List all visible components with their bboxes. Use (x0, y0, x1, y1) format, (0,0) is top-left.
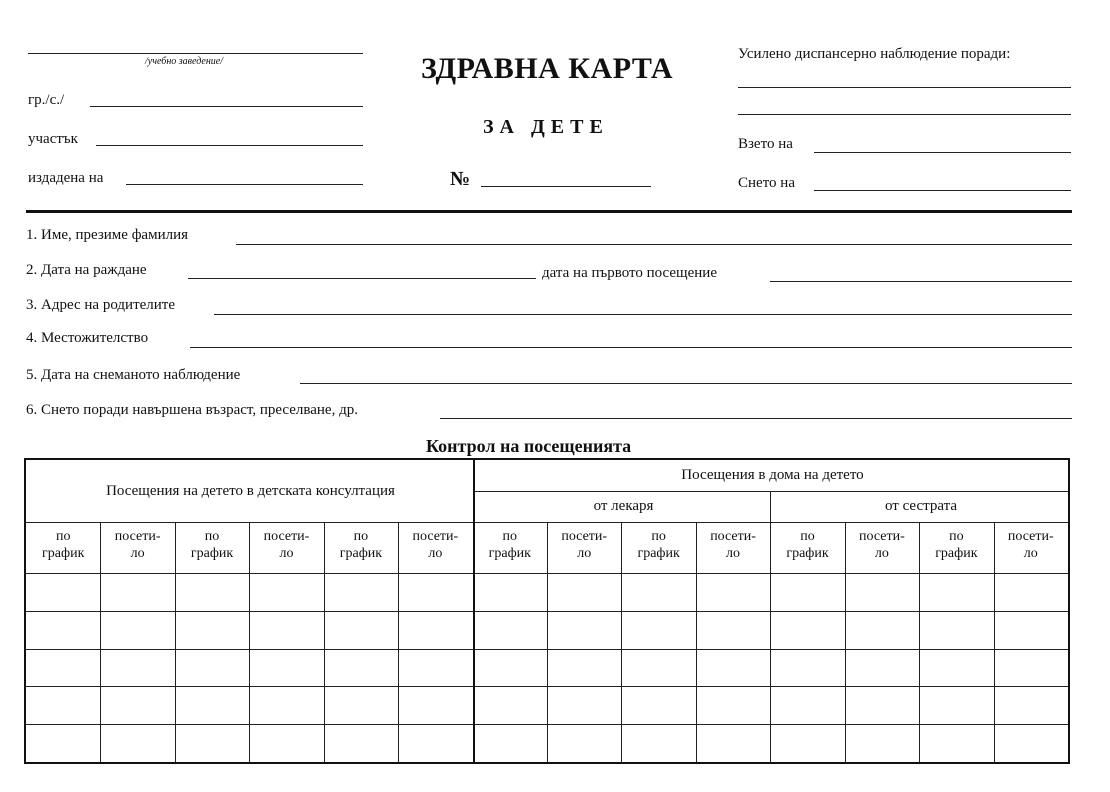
taken-field[interactable] (814, 152, 1071, 153)
table-cell[interactable] (994, 611, 1068, 649)
observation-line-1[interactable] (738, 87, 1071, 88)
group-left-header: Посещения на детето в детската консултация (106, 483, 395, 499)
table-cell[interactable] (994, 724, 1068, 762)
table-cell[interactable] (919, 686, 993, 724)
taken-label: Взето на (738, 136, 793, 152)
table-cell[interactable] (845, 573, 919, 611)
column-header: посети- ло (859, 529, 905, 561)
table-cell[interactable] (100, 611, 174, 649)
table-cell[interactable] (621, 573, 695, 611)
removed-label: Снето на (738, 175, 795, 191)
table-cell[interactable] (249, 686, 323, 724)
column-header: по график (935, 529, 978, 561)
table-cell[interactable] (919, 573, 993, 611)
table-cell[interactable] (845, 649, 919, 687)
table-cell[interactable] (398, 686, 472, 724)
table-cell[interactable] (249, 611, 323, 649)
table-cell[interactable] (473, 649, 547, 687)
column-header: посети- ло (710, 529, 756, 561)
number-field[interactable] (481, 186, 651, 187)
table-cell[interactable] (845, 611, 919, 649)
table-cell[interactable] (770, 724, 844, 762)
field-5-label: 5. Дата на снеманото наблюдение (26, 367, 241, 383)
table-cell[interactable] (398, 611, 472, 649)
column-header: посети- ло (114, 529, 161, 561)
column-header: посети- ло (561, 529, 608, 561)
table-cell[interactable] (100, 649, 174, 687)
field-2-label: 2. Дата на раждане (26, 262, 147, 278)
table-cell[interactable] (398, 573, 472, 611)
table-cell[interactable] (473, 724, 547, 762)
table-cell[interactable] (175, 724, 249, 762)
table-cell[interactable] (175, 611, 249, 649)
table-cell[interactable] (547, 573, 621, 611)
table-cell[interactable] (175, 649, 249, 687)
table-cell[interactable] (845, 686, 919, 724)
column-header: по график (786, 529, 829, 561)
table-cell[interactable] (547, 649, 621, 687)
removed-field[interactable] (814, 190, 1071, 191)
table-cell[interactable] (398, 649, 472, 687)
field-4-label: 4. Местожителство (26, 330, 149, 346)
sub-nurse-header: от сестрата (884, 498, 958, 514)
table-cell[interactable] (324, 686, 398, 724)
table-cell[interactable] (473, 686, 547, 724)
table-cell[interactable] (324, 724, 398, 762)
column-header: по график (42, 529, 85, 561)
column-header: посети- ло (412, 529, 459, 561)
table-cell[interactable] (621, 686, 695, 724)
table-cell[interactable] (994, 686, 1068, 724)
city-field[interactable] (90, 106, 363, 107)
table-cell[interactable] (100, 573, 174, 611)
table-cell[interactable] (175, 686, 249, 724)
table-cell[interactable] (770, 649, 844, 687)
column-header: по график (339, 529, 383, 561)
control-title: Контрол на посещенията (426, 436, 632, 456)
column-header: по график (637, 529, 680, 561)
table-cell[interactable] (324, 573, 398, 611)
table-cell[interactable] (26, 611, 100, 649)
column-header: посети- ло (1007, 529, 1054, 561)
table-cell[interactable] (919, 724, 993, 762)
table-cell[interactable] (994, 649, 1068, 687)
card-subtitle: ЗА ДЕТЕ (483, 116, 609, 138)
table-cell[interactable] (547, 686, 621, 724)
field-1-input[interactable] (236, 244, 1072, 245)
table-cell[interactable] (770, 611, 844, 649)
table-cell[interactable] (473, 573, 547, 611)
field-2-second-label: дата на първото посещение (542, 265, 717, 281)
city-label: гр./с./ (28, 92, 65, 108)
field-1-label: 1. Име, презиме фамилия (26, 227, 189, 243)
observation-label: Усилено диспансерно наблюдение поради: (738, 46, 1011, 62)
header-divider (26, 210, 1072, 213)
group-right-header: Посещения в дома на детето (681, 467, 864, 483)
table-cell[interactable] (26, 573, 100, 611)
table-cell[interactable] (621, 649, 695, 687)
sub-doctor-header: от лекаря (593, 498, 654, 514)
field-6-input[interactable] (440, 418, 1072, 419)
column-header: по график (190, 529, 234, 561)
table-cell[interactable] (696, 573, 770, 611)
field-3-input[interactable] (214, 314, 1072, 315)
table-cell[interactable] (696, 649, 770, 687)
table-cell[interactable] (100, 724, 174, 762)
district-label: участък (28, 131, 78, 147)
field-6-label: 6. Снето поради навършена възраст, преселване, др. (26, 402, 358, 418)
number-label: № (450, 168, 471, 190)
issued-label: издадена на (28, 170, 104, 186)
table-cell[interactable] (175, 573, 249, 611)
field-2-input[interactable] (188, 278, 536, 279)
table-cell[interactable] (696, 611, 770, 649)
table-cell[interactable] (994, 573, 1068, 611)
field-3-label: 3. Адрес на родителите (26, 297, 176, 313)
table-cell[interactable] (249, 649, 323, 687)
table-cell[interactable] (324, 611, 398, 649)
card-title: ЗДРАВНА КАРТА (421, 52, 674, 85)
field-5-input[interactable] (300, 383, 1072, 384)
observation-line-2[interactable] (738, 114, 1071, 115)
column-header: по график (488, 529, 531, 561)
table-cell[interactable] (249, 724, 323, 762)
field-4-input[interactable] (190, 347, 1072, 348)
visits-table (24, 458, 1070, 764)
table-cell[interactable] (696, 724, 770, 762)
table-cell[interactable] (696, 686, 770, 724)
table-cell[interactable] (26, 724, 100, 762)
table-cell[interactable] (324, 649, 398, 687)
table-cell[interactable] (547, 724, 621, 762)
table-cell[interactable] (26, 686, 100, 724)
table-cell[interactable] (621, 611, 695, 649)
table-cell[interactable] (919, 649, 993, 687)
district-field[interactable] (96, 145, 363, 146)
institution-line[interactable] (28, 53, 363, 54)
institution-caption: /учебно заведение/ (145, 56, 224, 67)
table-cell[interactable] (919, 611, 993, 649)
table-cell[interactable] (26, 649, 100, 687)
table-cell[interactable] (621, 724, 695, 762)
field-2-second-input[interactable] (770, 281, 1072, 282)
issued-field[interactable] (126, 184, 363, 185)
table-cell[interactable] (547, 611, 621, 649)
table-cell[interactable] (100, 686, 174, 724)
table-cell[interactable] (398, 724, 472, 762)
table-cell[interactable] (473, 611, 547, 649)
table-cell[interactable] (770, 573, 844, 611)
column-header: посети- ло (263, 529, 310, 561)
table-cell[interactable] (770, 686, 844, 724)
table-cell[interactable] (249, 573, 323, 611)
table-cell[interactable] (845, 724, 919, 762)
